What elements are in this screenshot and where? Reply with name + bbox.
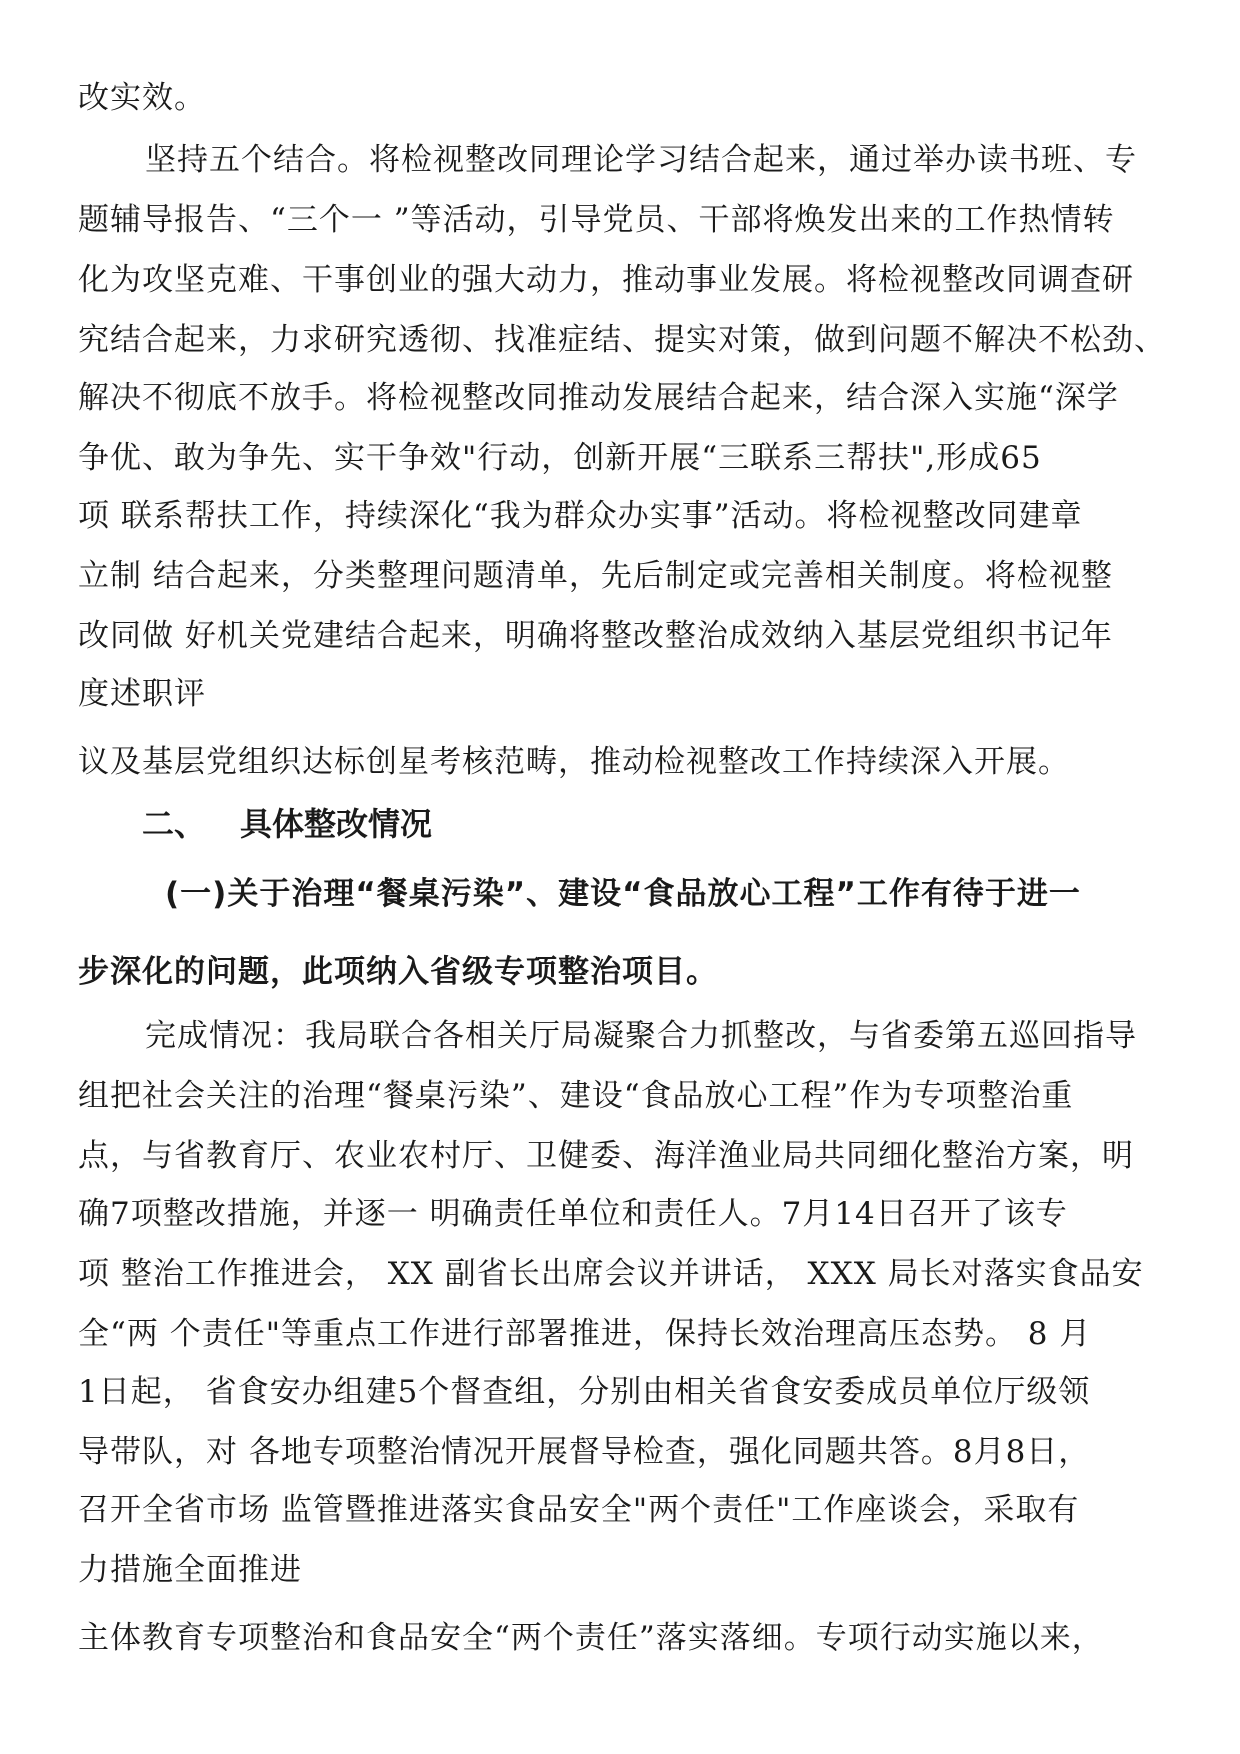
paragraph-line: 改实效。 bbox=[78, 80, 206, 116]
section-number: 二、 bbox=[142, 805, 207, 843]
paragraph-line: 究结合起来，力求研究透彻、找准症结、提实对策，做到问题不解决不松劲、 bbox=[78, 322, 1166, 358]
paragraph-line: 组把社会关注的治理“餐桌污染”、建设“食品放心工程”作为专项整治重 bbox=[78, 1078, 1074, 1114]
paragraph-line: 题辅导报告、“三个一 ”等活动，引导党员、干部将焕发出来的工作热情转 bbox=[78, 202, 1115, 238]
section-title: 具体整改情况 bbox=[240, 805, 433, 843]
paragraph-line: 立制 结合起来，分类整理问题清单，先后制定或完善相关制度。将检视整 bbox=[78, 558, 1113, 594]
paragraph-line: 力措施全面推进 bbox=[78, 1552, 302, 1588]
paragraph-line: 坚持五个结合。将检视整改同理论学习结合起来，通过举办读书班、专 bbox=[145, 142, 1137, 178]
paragraph-line: 1日起， 省食安办组建5个督查组，分别由相关省食安委成员单位厅级领 bbox=[78, 1374, 1091, 1410]
paragraph-line: 导带队，对 各地专项整治情况开展督导检查，强化同题共答。8月8日， bbox=[78, 1434, 1091, 1470]
paragraph-line: 召开全省市场 监管暨推进落实食品安全"两个责任"工作座谈会，采取有 bbox=[78, 1492, 1080, 1528]
subsection-heading-line: (一)关于治理“餐桌污染”、建设“食品放心工程”工作有待于进一 bbox=[165, 876, 1081, 912]
subsection-heading-line: 步深化的问题，此项纳入省级专项整治项目。 bbox=[78, 954, 718, 990]
paragraph-line: 改同做 好机关党建结合起来，明确将整改整治成效纳入基层党组织书记年 bbox=[78, 618, 1113, 654]
paragraph-line: 项 联系帮扶工作，持续深化“我为群众办实事”活动。将检视整改同建章 bbox=[78, 498, 1083, 534]
paragraph-line: 解决不彻底不放手。将检视整改同推动发展结合起来，结合深入实施“深学 bbox=[78, 380, 1119, 416]
paragraph-line: 全“两 个责任"等重点工作进行部署推进，保持长效治理高压态势。 8 月 bbox=[78, 1316, 1092, 1352]
paragraph-line: 议及基层党组织达标创星考核范畴，推动检视整改工作持续深入开展。 bbox=[78, 744, 1070, 780]
paragraph-line: 争优、敢为争先、实干争效"行动，创新开展“三联系三帮扶",形成65 bbox=[78, 440, 1042, 476]
paragraph-line: 项 整治工作推进会， XX 副省长出席会议并讲话， XXX 局长对落实食品安 bbox=[78, 1256, 1144, 1292]
paragraph-line: 完成情况：我局联合各相关厅局凝聚合力抓整改，与省委第五巡回指导 bbox=[145, 1018, 1137, 1054]
paragraph-line: 点，与省教育厅、农业农村厅、卫健委、海洋渔业局共同细化整治方案，明 bbox=[78, 1138, 1134, 1174]
paragraph-line: 确7项整改措施，并逐一 明确责任单位和责任人。7月14日召开了该专 bbox=[78, 1196, 1068, 1232]
paragraph-line: 主体教育专项整治和食品安全“两个责任”落实落细。专项行动实施以来， bbox=[78, 1620, 1104, 1656]
section-heading bbox=[142, 804, 432, 844]
paragraph-line: 化为攻坚克难、干事创业的强大动力，推动事业发展。将检视整改同调查研 bbox=[78, 262, 1134, 298]
paragraph-line: 度述职评 bbox=[78, 676, 206, 712]
